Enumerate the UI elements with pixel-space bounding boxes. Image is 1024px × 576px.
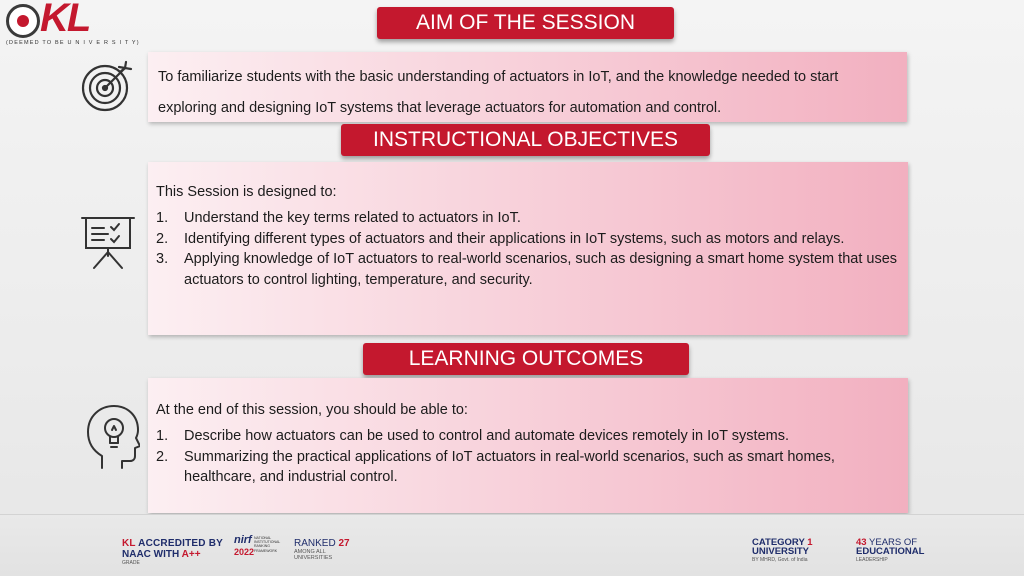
list-item-text: Identifying different types of actuators and their applications in IoT systems, such as motors and relays.: [184, 230, 845, 247]
aim-panel: [148, 52, 907, 122]
list-item-text: Summarizing the practical applications of IoT actuators in real-world scenarios, such as smart homes, healthcare, and industrial control.: [184, 448, 835, 485]
outcomes-list: [156, 426, 898, 488]
list-item-text: Applying knowledge of IoT actuators to real-world scenarios, such as designing a smart home system that uses actuators to control lighting, temperature, and security.: [184, 251, 898, 288]
rank-scope: AMONG ALL UNIVERSITIES: [294, 549, 333, 561]
outcomes-lead: At the end of this session, you should be able to:: [156, 402, 468, 418]
list-number: 1.: [156, 428, 169, 444]
naac-grade-line: [122, 549, 201, 560]
naac-accreditation: [122, 538, 223, 549]
objectives-list: [156, 208, 898, 290]
naac-grade: A++: [181, 549, 201, 560]
category-number: 1: [807, 537, 813, 548]
rank-number: 27: [338, 538, 350, 549]
objectives-title: INSTRUCTIONAL OBJECTIVES: [341, 124, 710, 156]
logo-tagline: (DEEMED TO BE U N I V E R S I T Y): [6, 40, 140, 46]
outcomes-title: LEARNING OUTCOMES: [363, 343, 689, 375]
list-item-text: Understand the key terms related to actuators in IoT.: [184, 210, 521, 226]
nirf-year: 2022: [234, 547, 255, 557]
list-item: [156, 229, 898, 250]
list-number: 1.: [156, 210, 169, 226]
accredited-kl: KL: [122, 538, 136, 549]
aim-text-line-2: exploring and designing IoT systems that leverage actuators for automation and control.: [158, 100, 722, 116]
list-item: [156, 426, 898, 447]
category-label: CATEGORY: [752, 537, 805, 548]
list-item: [156, 208, 898, 229]
naac-with: WITH: [153, 549, 180, 560]
nirf-rank: [294, 538, 350, 549]
years-label: YEARS OF: [869, 537, 918, 548]
years-number: 43: [856, 537, 867, 548]
nirf-logo-text: nirf: [234, 534, 252, 546]
years-sub: LEADERSHIP: [856, 557, 888, 563]
aim-title: AIM OF THE SESSION: [377, 7, 674, 39]
presentation-board-icon: [78, 212, 138, 272]
objectives-lead: This Session is designed to:: [156, 184, 337, 200]
nirf-badge: [234, 534, 290, 560]
list-number: 2.: [156, 448, 169, 465]
years-type: EDUCATIONAL: [856, 546, 925, 557]
list-number: 3.: [156, 251, 169, 267]
naac-label: NAAC: [122, 549, 151, 560]
kl-university-logo: [4, 0, 140, 50]
objectives-panel: [148, 162, 908, 335]
accredited-by: ACCREDITED BY: [138, 538, 223, 549]
list-number: 2.: [156, 230, 169, 247]
ranked-label: RANKED: [294, 538, 336, 549]
list-item: [156, 447, 898, 488]
list-item: [156, 249, 898, 290]
target-icon: [79, 58, 135, 114]
category-by: BY MHRD, Govt. of India: [752, 557, 808, 563]
grade-label: GRADE: [122, 560, 140, 566]
head-lightbulb-icon: [84, 404, 140, 470]
logo-brand: KL: [40, 0, 90, 40]
list-item-text: Describe how actuators can be used to control and automate devices remotely in IoT systems.: [184, 428, 790, 444]
nirf-framework: NATIONAL INSTITUTIONAL RANKING FRAMEWORK: [254, 536, 281, 553]
category-type: UNIVERSITY: [752, 546, 810, 557]
aim-text-line-1: To familiarize students with the basic understanding of actuators in IoT, and the knowledge needed to start: [158, 69, 839, 85]
outcomes-panel: [148, 378, 908, 513]
university-emblem-icon: [6, 4, 40, 38]
